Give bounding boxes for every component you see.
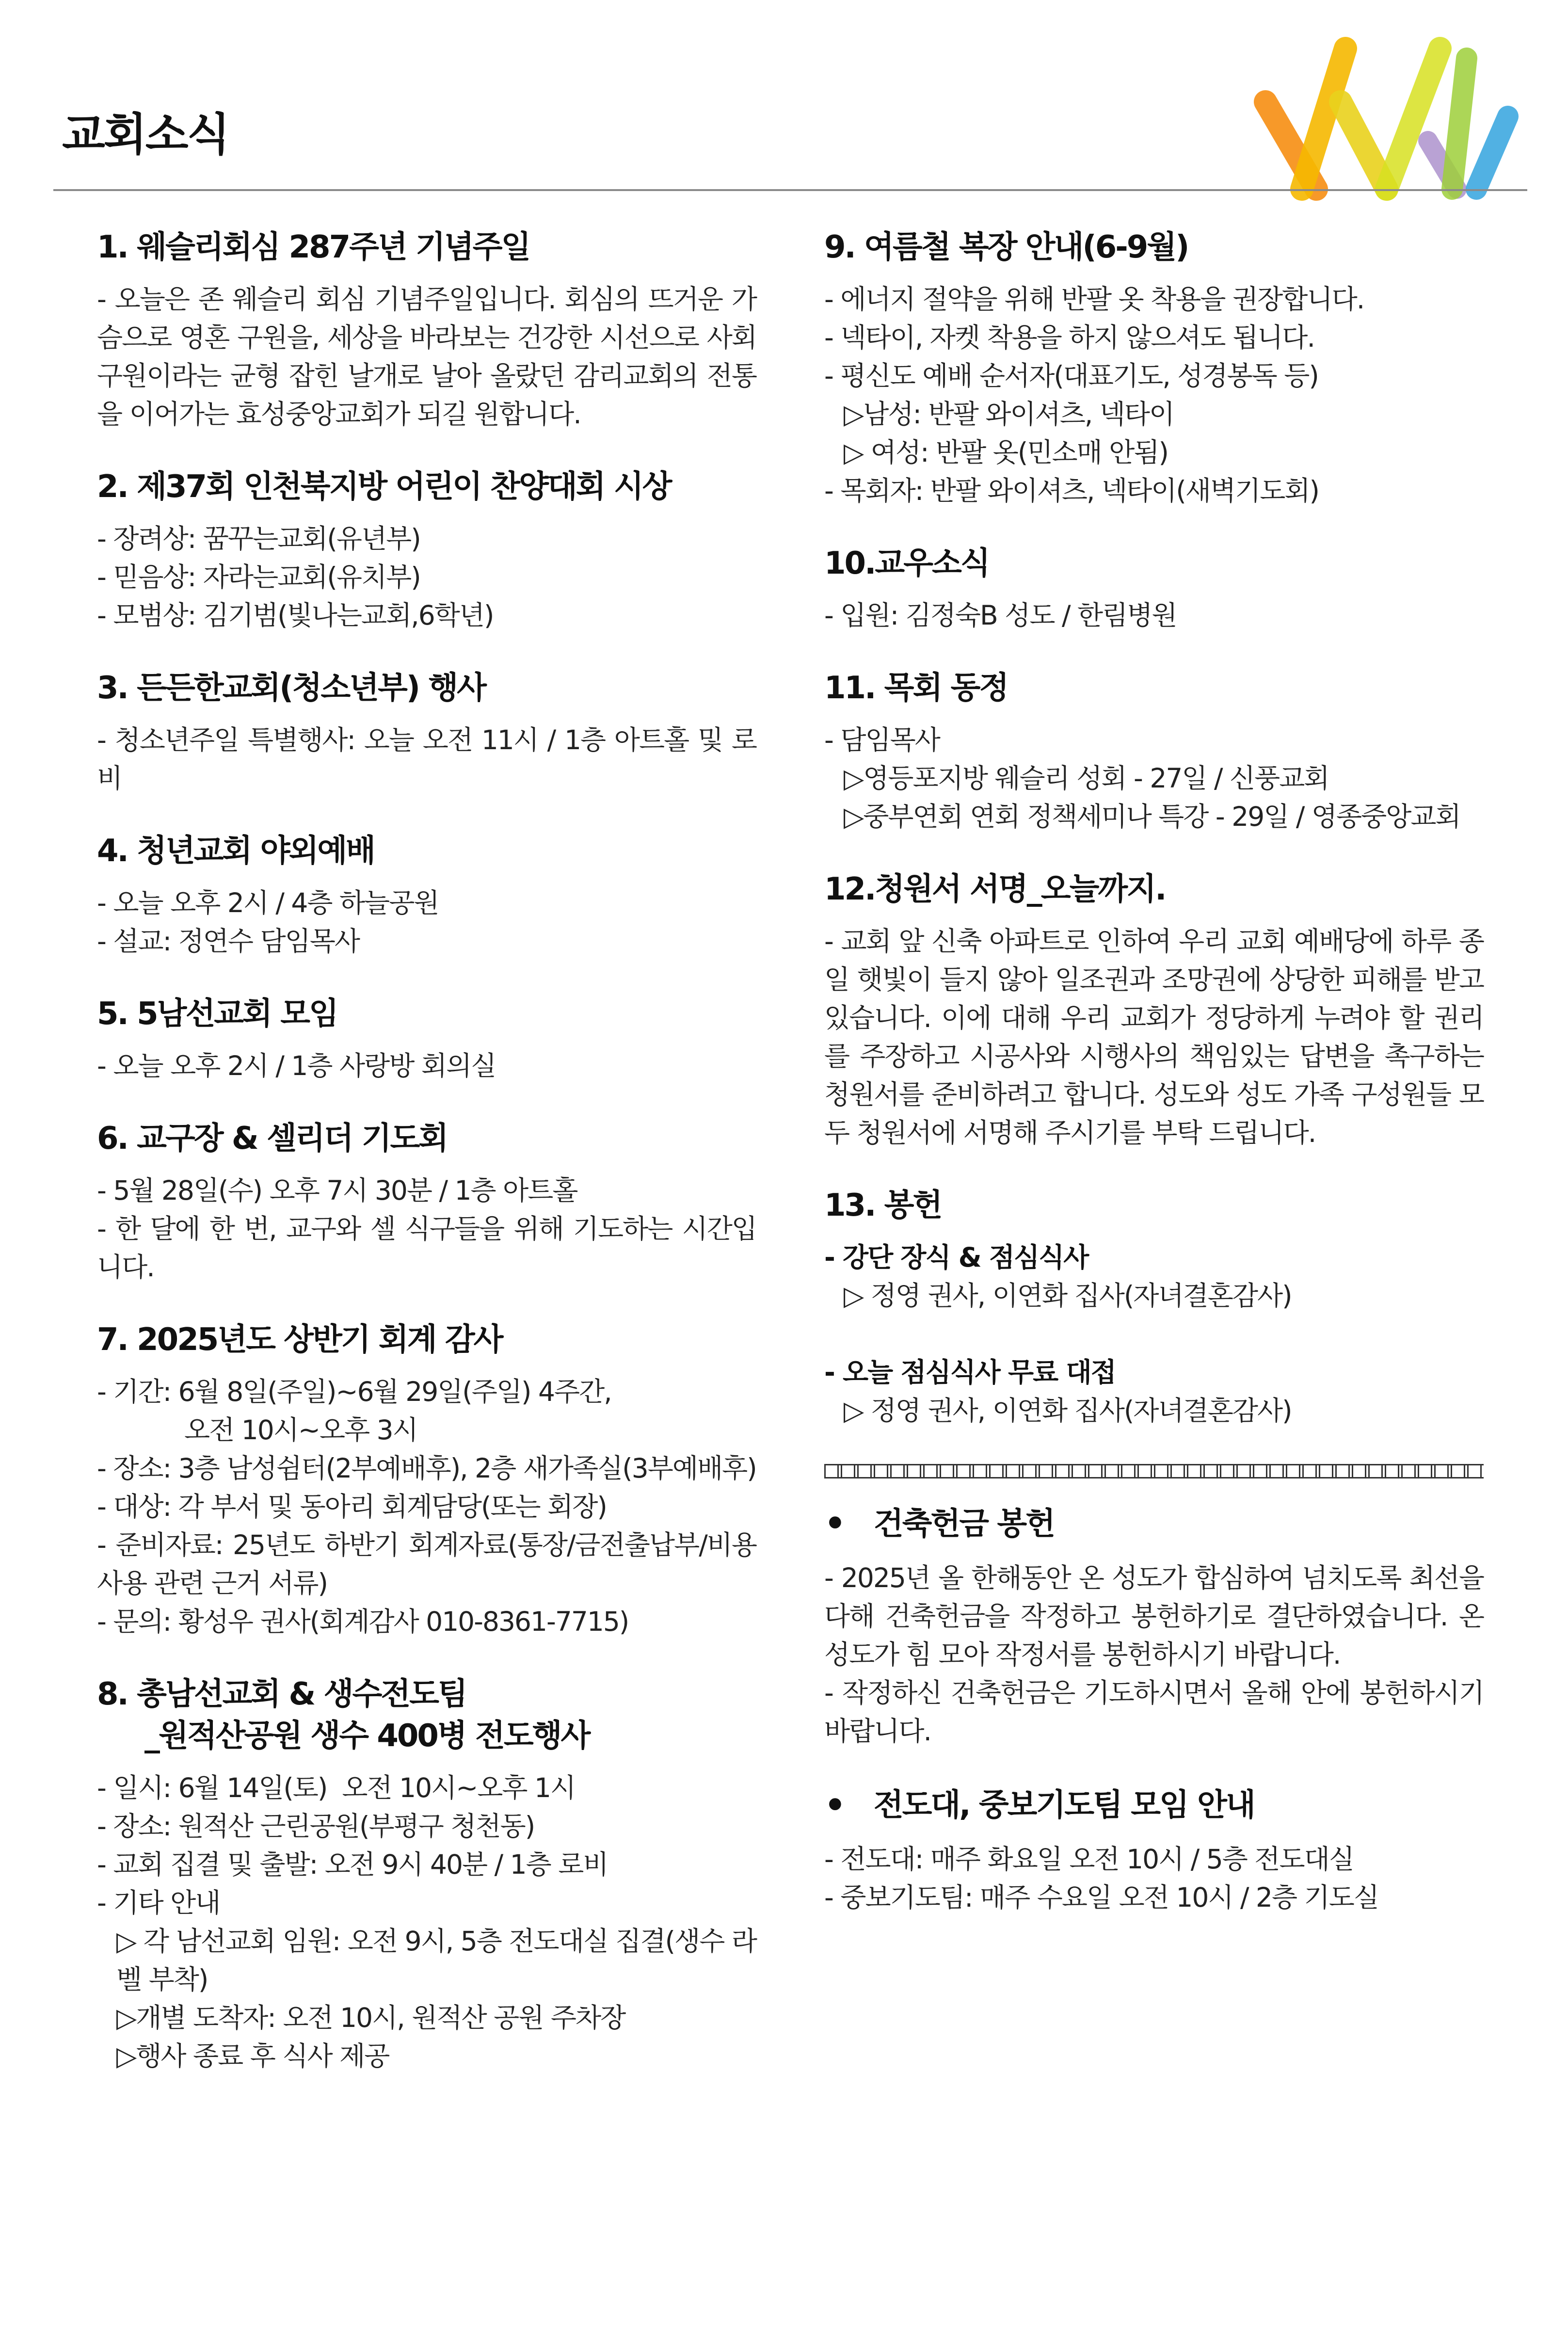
section-text: - 에너지 절약을 위해 반팔 옷 착용을 권장합니다. [824, 284, 1364, 315]
church-logo [1248, 29, 1525, 204]
news-item-3 [97, 669, 756, 798]
section-text: - 장소: 3층 남성쉼터(2부예배후), 2층 새가족실(3부예배후) [97, 1453, 756, 1484]
section-text: - 오늘은 존 웨슬리 회심 기념주일입니다. 회심의 뜨거운 가슴으로 영혼 구원을, 세상을 바라보는 건강한 시선으로 사회구원이라는 균형 잡힌 날개로 날아 올랐던 감리교회의 전통을 이어가는 효성중앙교회가 되길 원합니다. [97, 284, 756, 430]
dashed-divider [824, 1464, 1484, 1478]
news-item-12 [824, 870, 1491, 1152]
section-text: - 중보기도팀: 매주 수요일 오전 10시 / 2층 기도실 [824, 1882, 1378, 1913]
section-title: 6. 교구장 & 셀리더 기도회 [97, 1121, 448, 1157]
news-item-4 [97, 832, 756, 961]
news-item-6 [97, 1119, 756, 1286]
section-text: ▷중부연회 연회 정책세미나 특강 - 29일 / 영종중앙교회 [844, 801, 1460, 832]
section-title: 5. 5남선교회 모임 [97, 996, 337, 1032]
section-subtitle: _원적산공원 생수 400병 전도행사 [144, 1718, 590, 1754]
section-spacer [824, 1315, 1484, 1353]
prayer-team-meeting [824, 1784, 1484, 1917]
section-text: ▷ 여성: 반팔 옷(민소매 안됨) [844, 437, 1168, 468]
bullet-icon: • [824, 1785, 845, 1825]
section-title: 10.교우소식 [824, 546, 989, 581]
section-text: - 청소년주일 특별행사: 오늘 오전 11시 / 1층 아트홀 및 로비 [97, 724, 756, 794]
section-title: 9. 여름철 복장 안내(6-9월) [824, 229, 1188, 265]
news-item-2 [97, 467, 756, 635]
section-text: - 오늘 오후 2시 / 4층 하늘공원 [97, 887, 439, 918]
news-item-13 [824, 1186, 1484, 1430]
section-text: ▷행사 종료 후 식사 제공 [116, 2041, 389, 2072]
section-title: 1. 웨슬리회심 287주년 기념주일 [97, 229, 530, 265]
section-text: - 장소: 원적산 근린공원(부평구 청천동) [97, 1811, 535, 1842]
section-text: - 모범상: 김기범(빛나는교회,6학년) [97, 600, 494, 631]
section-text: ▷개별 도착자: 오전 10시, 원적산 공원 주차장 [116, 2002, 625, 2033]
section-text: - 넥타이, 자켓 착용을 하지 않으셔도 됩니다. [824, 322, 1314, 353]
section-text: ▷ 정영 권사, 이연화 집사(자녀결혼감사) [844, 1395, 1292, 1426]
section-text: - 2025년 올 한해동안 온 성도가 합심하여 넘치도록 최선을 다해 건축헌금을 작정하고 봉헌하기로 결단하였습니다. 온 성도가 힘 모아 작정서를 봉헌하시기 바랍니다. [824, 1562, 1491, 1670]
section-text: - 오늘 오후 2시 / 1층 사랑방 회의실 [97, 1050, 496, 1081]
section-text: - 문의: 황성우 권사(회계감사 010-8361-7715) [97, 1606, 629, 1637]
building-offering [824, 1503, 1491, 1751]
section-title: 12.청원서 서명_오늘까지. [824, 871, 1166, 907]
section-text: - 준비자료: 25년도 하반기 회계자료(통장/금전출납부/비용 사용 관련 근거 서류) [97, 1529, 764, 1599]
section-text: - 강단 장식 & 점심식사 [824, 1242, 1088, 1273]
section-title: 13. 봉헌 [824, 1188, 942, 1223]
section-text: - 설교: 정연수 담임목사 [97, 926, 359, 957]
section-text: - 목회자: 반팔 와이셔츠, 넥타이(새벽기도회) [824, 475, 1319, 506]
right-column [824, 228, 1491, 1951]
section-title: 11. 목회 동정 [824, 670, 1008, 706]
section-text: - 전도대: 매주 화요일 오전 10시 / 5층 전도대실 [824, 1844, 1354, 1875]
section-text: ▷영등포지방 웨슬리 성회 - 27일 / 신풍교회 [844, 763, 1329, 794]
section-text: - 5월 28일(수) 오후 7시 30분 / 1층 아트홀 [97, 1175, 577, 1206]
section-title-text: 건축헌금 봉헌 [873, 1506, 1054, 1542]
section-title [824, 1784, 1484, 1827]
section-title [824, 1503, 1484, 1545]
section-title: 4. 청년교회 야외예배 [97, 833, 374, 869]
section-text: ▷ 각 남선교회 임원: 오전 9시, 5층 전도대실 집결(생수 라벨 부착) [116, 1926, 756, 1995]
section-text: - 교회 앞 신축 아파트로 인하여 우리 교회 예배당에 하루 종일 햇빛이 들지 않아 일조권과 조망권에 상당한 피해를 받고 있습니다. 이에 대해 우리 교회가 정당하게 누려야 할 권리를 주장하고 시공사와 시행사의 책임있는 답변을 촉구하는 청원서를 준비하려고 합니다. 성도와 성도 가족 구성원들 모두 청원서에 서명해 주시기를 부탁 드립니다. [824, 926, 1491, 1148]
section-title: 2. 제37회 인천북지방 어린이 찬양대회 시상 [97, 469, 671, 505]
news-item-11 [824, 669, 1484, 836]
section-text: - 담임목사 [824, 724, 940, 755]
section-text: - 평신도 예배 순서자(대표기도, 성경봉독 등) [824, 360, 1318, 391]
section-text: - 믿음상: 자라는교회(유치부) [97, 562, 420, 593]
section-title: 8. 총남선교회 & 생수전도팀 [97, 1676, 466, 1712]
section-text: - 일시: 6월 14일(토) 오전 10시~오후 1시 [97, 1772, 576, 1803]
section-text: - 입원: 김정숙B 성도 / 한림병원 [824, 600, 1177, 631]
page-title: 교회소식 [62, 109, 229, 161]
section-text: - 오늘 점심식사 무료 대접 [824, 1357, 1116, 1388]
news-item-10 [824, 544, 1484, 635]
section-text: - 장려상: 꿈꾸는교회(유년부) [97, 523, 420, 554]
news-item-1 [97, 228, 756, 434]
news-item-7 [97, 1320, 764, 1641]
section-text: - 교회 집결 및 출발: 오전 9시 40분 / 1층 로비 [97, 1849, 608, 1880]
section-text: - 작정하신 건축헌금은 기도하시면서 올해 안에 봉헌하시기 바랍니다. [824, 1677, 1491, 1747]
header-divider [53, 189, 1527, 191]
section-text: ▷ 정영 권사, 이연화 집사(자녀결혼감사) [844, 1280, 1292, 1311]
section-title-text: 전도대, 중보기도팀 모임 안내 [873, 1787, 1254, 1824]
section-text: - 기간: 6월 8일(주일)~6월 29일(주일) 4주간, [97, 1376, 611, 1407]
section-text: - 기타 안내 [97, 1887, 220, 1918]
news-item-5 [97, 995, 756, 1085]
bullet-icon: • [824, 1504, 845, 1543]
news-item-8 [97, 1675, 756, 2075]
section-title: 3. 든든한교회(청소년부) 행사 [97, 670, 485, 706]
section-title: 7. 2025년도 상반기 회계 감사 [97, 1322, 502, 1358]
section-text: - 한 달에 한 번, 교구와 셀 식구들을 위해 기도하는 시간입니다. [97, 1213, 756, 1283]
news-item-9 [824, 228, 1484, 510]
section-text: 오전 10시~오후 3시 [184, 1414, 417, 1446]
left-column [97, 228, 764, 2109]
section-text: - 대상: 각 부서 및 동아리 회계담당(또는 회장) [97, 1491, 607, 1522]
section-text: ▷남성: 반팔 와이셔츠, 넥타이 [844, 399, 1174, 430]
